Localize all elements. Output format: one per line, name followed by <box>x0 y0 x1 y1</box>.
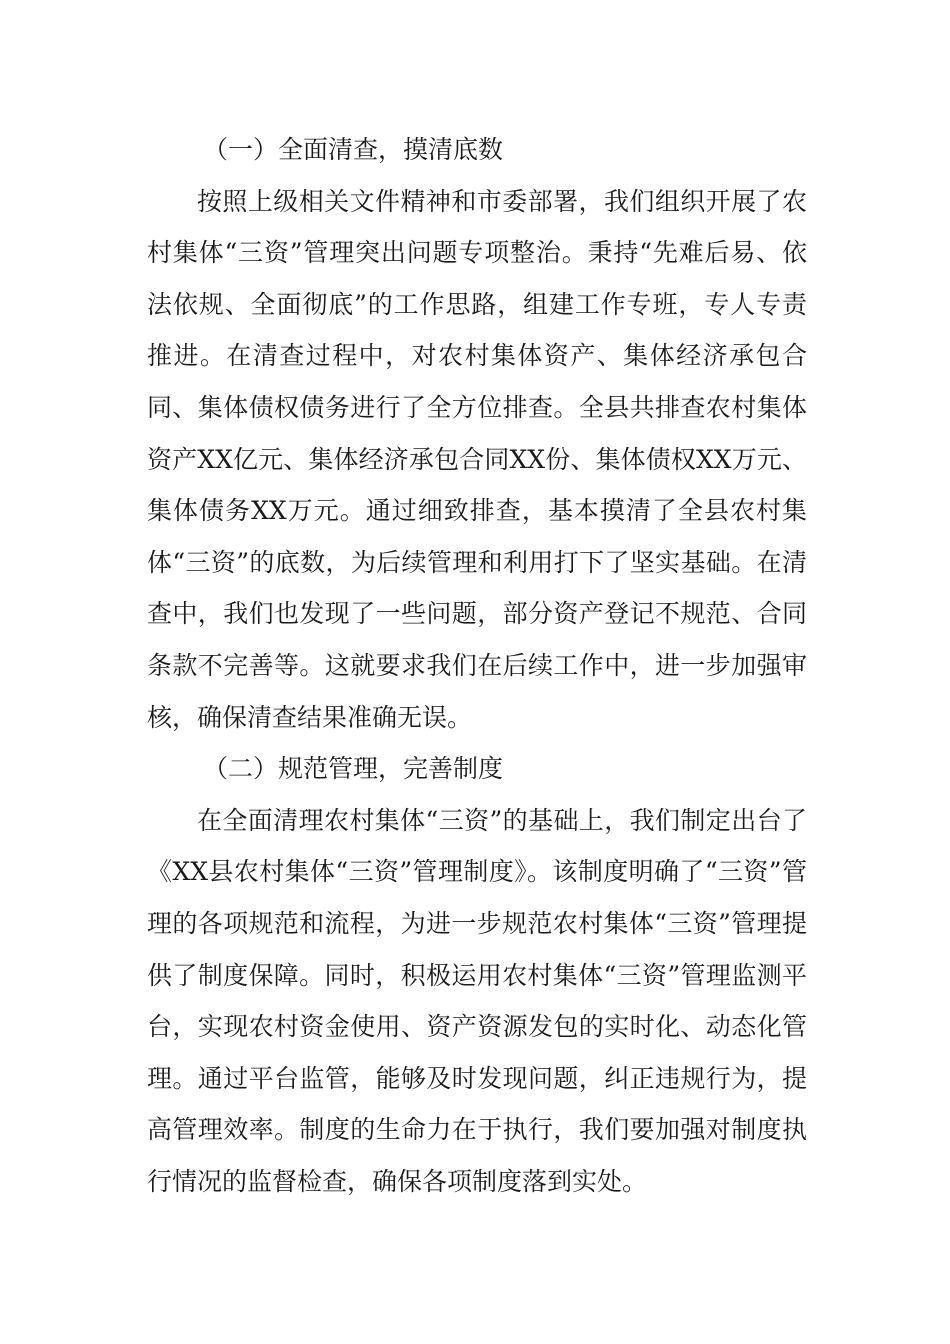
section-2-paragraph: 在全面清理农村集体“三资”的基础上，我们制定出台了《XX县农村集体“三资”管理制度》。该制度明确了“三资”管理的各项规范和流程，为进一步规范农村集体“三资”管理提供了制度保障。同时，积极运用农村集体“三资”管理监测平台，实现农村资金使用、资产资源发包的实时化、动态化管理。通过平台监管，能够及时发现问题，纠正违规行为，提高管理效率。制度的生命力在于执行，我们要加强对制度执行情况的监督检查，确保各项制度落到实处。 <box>147 805 807 1196</box>
section-2-heading: （二）规范管理，完善制度 <box>203 754 504 784</box>
section-1-paragraph: 按照上级相关文件精神和市委部署，我们组织开展了农村集体“三资”管理突出问题专项整治。秉持“先难后易、依法依规、全面彻底”的工作思路，组建工作专班，专人专责推进。在清查过程中，对农村集体资产、集体经济承包合同、集体债权债务进行了全方位排查。全县共排查农村集体资产XX亿元、集体经济承包合同XX份、集体债权XX万元、集体债务XX万元。通过细致排查，基本摸清了全县农村集体“三资”的底数，为后续管理和利用打下了坚实基础。在清查中，我们也发现了一些问题，部分资产登记不规范、合同条款不完善等。这就要求我们在后续工作中，进一步加强审核，确保清查结果准确无误。 <box>147 186 807 732</box>
section-1-heading: （一）全面清查，摸清底数 <box>203 135 504 164</box>
document-body <box>147 124 807 1207</box>
